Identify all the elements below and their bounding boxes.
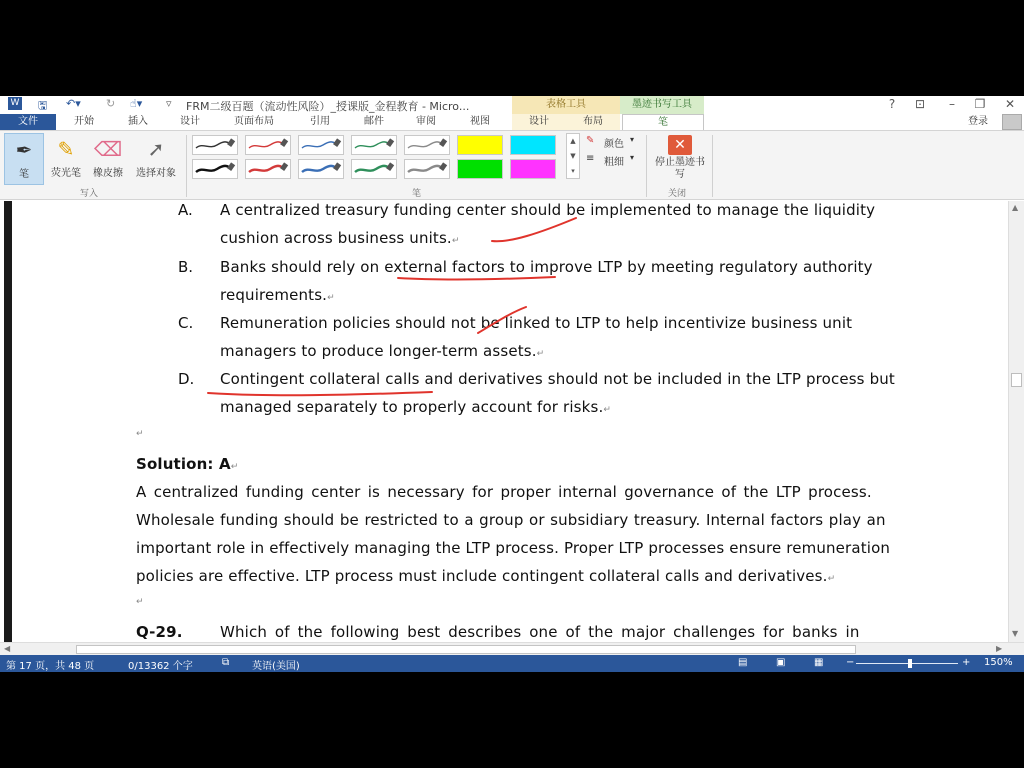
word-count[interactable]: 0/13362 个字 (128, 661, 193, 672)
tab-insert[interactable]: 插入 (128, 116, 148, 127)
tab-file[interactable]: 文件 (0, 114, 56, 130)
pen-gallery-scroll[interactable]: ▲ ▼ ▾ (566, 133, 580, 179)
web-layout-icon[interactable]: ▦ (814, 657, 824, 668)
print-layout-icon[interactable]: ▣ (776, 657, 786, 668)
tab-references[interactable]: 引用 (310, 116, 330, 127)
pen-group-label: 笔 (412, 189, 422, 199)
paragraph-mark: ↵ (827, 574, 836, 584)
chevron-down-icon: ▾ (630, 153, 635, 162)
pen-style-swatch[interactable] (351, 135, 397, 155)
option-d-text: Contingent collateral calls and derivatives should not be included in the LTP process but (220, 370, 895, 388)
touch-mode-icon[interactable]: ☝▾ (130, 97, 143, 110)
write-group-label: 写入 (80, 189, 99, 199)
scroll-right-icon[interactable]: ▶ (996, 644, 1003, 653)
highlighter-icon: ✎ (57, 137, 75, 161)
paragraph-mark: ↵ (536, 349, 545, 359)
ink-stroke-underline-b (398, 277, 555, 280)
option-d-text-cont: managed separately to properly account for risks.↵ (220, 398, 612, 416)
word-logo-icon: W (8, 97, 22, 110)
eraser-button[interactable] (88, 133, 128, 185)
option-d-letter: D. (178, 370, 195, 388)
eraser-button-label: 橡皮擦 (93, 168, 123, 179)
customize-quick-access-icon[interactable]: ▿ (166, 97, 172, 110)
tab-home[interactable]: 开始 (74, 116, 94, 127)
pen-button[interactable] (4, 133, 44, 185)
paragraph-mark: ↵ (451, 236, 460, 246)
pen-style-swatch[interactable] (404, 135, 450, 155)
solution-heading: Solution: A↵ (136, 455, 239, 473)
pen-style-swatch[interactable] (192, 159, 238, 179)
option-a-letter: A. (178, 201, 193, 219)
undo-icon[interactable]: ↶▾ (66, 97, 81, 110)
title-bar (0, 96, 1024, 114)
ribbon-pen (0, 130, 1024, 200)
option-b-text: Banks should rely on external factors to improve LTP by meeting regulatory authority (220, 258, 873, 276)
left-margin-bar (4, 201, 12, 642)
document-page[interactable] (0, 201, 1024, 642)
pen-thickness-dropdown[interactable]: 粗细 (604, 157, 624, 168)
help-button[interactable]: ? (888, 97, 896, 111)
select-objects-button[interactable] (130, 133, 182, 185)
highlighter-button-label: 荧光笔 (51, 168, 81, 179)
window-title: FRM二级百题（流动性风险）_授课版_金程教育 - Micro... (186, 100, 470, 113)
group-divider (186, 135, 187, 197)
option-c-text-cont: managers to produce longer-term assets.↵ (220, 342, 545, 360)
zoom-level[interactable]: 150% (984, 657, 1013, 668)
minimize-button[interactable]: – (949, 97, 955, 111)
option-c-letter: C. (178, 314, 194, 332)
stop-inking-button[interactable] (652, 133, 708, 185)
page-count[interactable]: 第 17 页，共 48 页 (6, 661, 95, 672)
close-button[interactable]: ✕ (1004, 97, 1016, 111)
vertical-scroll-thumb[interactable] (1011, 373, 1022, 387)
option-a-text-cont: cushion across business units.↵ (220, 229, 460, 247)
option-a-text: A centralized treasury funding center should be implemented to manage the liquidity (220, 201, 876, 219)
solution-line-3: important role in effectively managing the LTP process. Proper LTP processes ensure remuneration (136, 539, 891, 557)
highlighter-style-swatch[interactable] (510, 135, 556, 155)
tab-view[interactable]: 视图 (470, 116, 490, 127)
maximize-button[interactable]: ❐ (974, 97, 986, 111)
vertical-scrollbar[interactable] (1008, 201, 1024, 642)
scroll-down-icon[interactable]: ▼ (1012, 629, 1019, 638)
stop-inking-label: 停止墨迹书写 (655, 157, 705, 180)
stop-icon: ✕ (668, 135, 692, 155)
pen-icon: ✒ (15, 138, 33, 162)
word-window (0, 96, 1024, 672)
horizontal-scroll-thumb[interactable] (76, 645, 856, 654)
next-question-number: Q-29. (136, 623, 183, 641)
paragraph-mark: ↵ (136, 597, 144, 607)
pen-color-icon: ✎ (586, 135, 595, 146)
save-icon[interactable]: 🖫 (38, 99, 48, 112)
tab-page-layout[interactable]: 页面布局 (234, 116, 274, 127)
zoom-slider[interactable] (856, 663, 958, 664)
next-question-text: Which of the following best describes one of the major challenges for banks in (220, 623, 860, 641)
tab-review[interactable]: 审阅 (416, 116, 436, 127)
pen-style-swatch[interactable] (298, 135, 344, 155)
pen-style-swatch[interactable] (192, 135, 238, 155)
pen-style-swatch[interactable] (351, 159, 397, 179)
pen-color-dropdown[interactable]: 颜色 (604, 139, 624, 150)
table-tools-context-label: 表格工具 (512, 96, 620, 114)
zoom-out-button[interactable]: − (846, 657, 855, 668)
pen-style-swatch[interactable] (298, 159, 344, 179)
close-group-label: 关闭 (668, 189, 687, 199)
tab-table-layout[interactable]: 布局 (566, 114, 620, 130)
pointer-icon: ➚ (147, 137, 165, 161)
tab-mailings[interactable]: 邮件 (364, 116, 384, 127)
highlighter-style-swatch[interactable] (457, 135, 503, 155)
read-mode-icon[interactable]: ▤ (738, 657, 748, 668)
eraser-icon: ⌫ (93, 137, 123, 161)
thickness-icon: ≡ (586, 153, 595, 164)
ribbon-display-options-button[interactable]: ⊡ (914, 97, 926, 111)
option-c-text: Remuneration policies should not be linked to LTP to help incentivize business unit (220, 314, 853, 332)
language-indicator[interactable]: 英语(美国) (252, 661, 300, 672)
paragraph-mark: ↵ (230, 462, 239, 472)
solution-line-2: Wholesale funding should be restricted to a group or subsidiary treasury. Internal factors play an (136, 511, 886, 529)
proofing-icon[interactable]: ⧉ (222, 657, 230, 668)
paragraph-mark: ↵ (136, 429, 144, 439)
solution-line-4: policies are effective. LTP process must include contingent collateral calls and derivatives.↵ (136, 567, 836, 585)
pen-style-swatch[interactable] (245, 135, 291, 155)
option-b-letter: B. (178, 258, 194, 276)
redo-icon[interactable]: ↻ (106, 97, 116, 110)
ink-stroke-underline-d (208, 392, 432, 395)
sign-in-link[interactable]: 登录 (968, 116, 988, 127)
select-objects-label: 选择对象 (136, 168, 176, 179)
scroll-up-icon[interactable]: ▲ (1012, 203, 1019, 212)
tab-pen[interactable]: 笔 (622, 114, 704, 130)
paragraph-mark: ↵ (603, 405, 612, 415)
horizontal-scrollbar[interactable] (0, 642, 1024, 655)
pen-style-swatch[interactable] (245, 159, 291, 179)
tab-table-design[interactable]: 设计 (512, 114, 566, 130)
avatar[interactable] (1002, 114, 1022, 130)
ribbon-tabs (0, 114, 1024, 130)
scroll-left-icon[interactable]: ◀ (4, 644, 11, 653)
ink-tools-context-label: 墨迹书写工具 (620, 96, 704, 114)
chevron-down-icon: ▾ (630, 135, 635, 144)
highlighter-style-swatch[interactable] (510, 159, 556, 179)
ink-stroke-check-a (492, 218, 576, 241)
group-divider (712, 135, 713, 197)
zoom-slider-thumb[interactable] (908, 659, 912, 668)
option-b-text-cont: requirements.↵ (220, 286, 335, 304)
pen-style-swatch[interactable] (404, 159, 450, 179)
group-divider (646, 135, 647, 197)
zoom-in-button[interactable]: + (962, 657, 971, 668)
highlighter-button[interactable] (46, 133, 86, 185)
tab-design[interactable]: 设计 (180, 116, 200, 127)
solution-line-1: A centralized funding center is necessary for proper internal governance of the LTP process. (136, 483, 872, 501)
paragraph-mark: ↵ (327, 293, 335, 303)
highlighter-style-swatch[interactable] (457, 159, 503, 179)
pen-button-label: 笔 (19, 169, 29, 180)
status-bar (0, 655, 1024, 672)
